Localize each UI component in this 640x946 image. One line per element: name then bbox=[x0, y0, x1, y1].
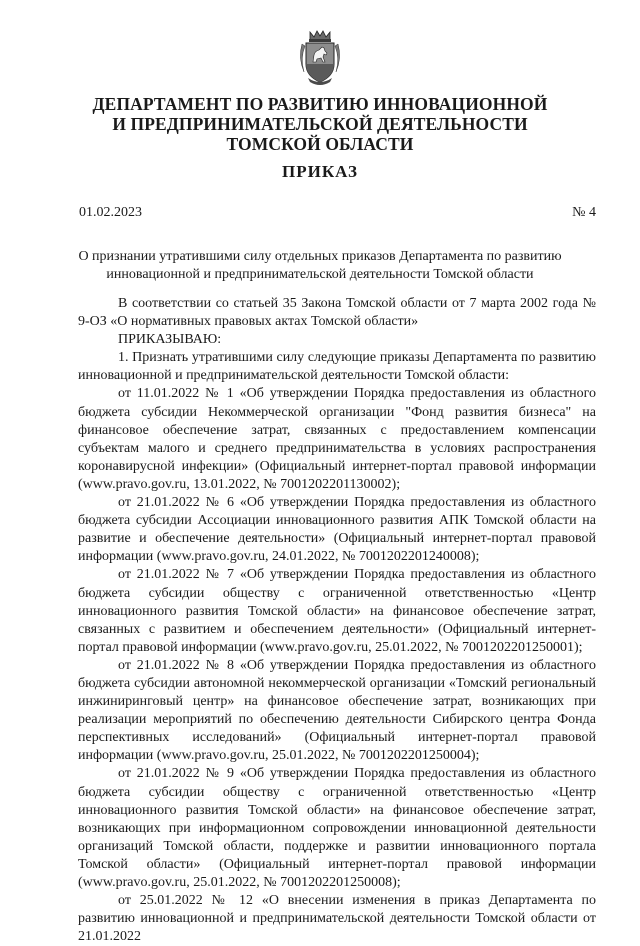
order-directive: ПРИКАЗЫВАЮ: bbox=[118, 332, 222, 348]
repealed-order-item: от 21.01.2022 № 9 «Об утверждении Порядка предоставления из областного бюджета субсидии обществу с ограниченной ответственностью «Центр инновационного развития Томской области» на финансовое обеспечение затрат, возникающих при информационном сопровождении инновационной деятельности организаций Томской области, поддержке и развитии инновационного портала Томской области» (Официальный интернет-портал правовой информации (www.pravo.gov.ru, 25.01.2022, № 7001202201250008); bbox=[78, 766, 596, 890]
coat-of-arms-icon bbox=[296, 28, 344, 86]
order-date: 01.02.2023 bbox=[79, 205, 142, 220]
order-number: № 4 bbox=[572, 205, 596, 220]
department-name-line-2: И ПРЕДПРИНИМАТЕЛЬСКОЙ ДЕЯТЕЛЬНОСТИ bbox=[112, 114, 528, 134]
subject-line-1: О признании утратившими силу отдельных приказов Департамента по развитию bbox=[78, 249, 562, 264]
clause-1-paragraph: 1. Признать утратившими силу следующие приказы Департамента по развитию инновационной и предпринимательской деятельности Томской области: bbox=[78, 350, 596, 384]
department-name-line-3: ТОМСКОЙ ОБЛАСТИ bbox=[226, 134, 414, 154]
repealed-order-item: от 21.01.2022 № 7 «Об утверждении Порядка предоставления из областного бюджета субсидии обществу с ограниченной ответственностью «Центр инновационного развития Томской области» на финансовое обеспечение затрат, связанных с развитием и обеспечением деятельности» (Официальный интернет-портал правовой информации (www.pravo.gov.ru, 25.01.2022, № 7001202201250001); bbox=[78, 567, 596, 655]
document-type-title: ПРИКАЗ bbox=[282, 162, 358, 181]
order-body bbox=[78, 295, 596, 946]
preamble-paragraph: В соответствии со статьей 35 Закона Томской области от 7 марта 2002 года № 9-ОЗ «О нормативных правовых актах Томской области» bbox=[78, 296, 596, 330]
subject-line-2: инновационной и предпринимательской деятельности Томской области bbox=[106, 267, 534, 282]
repealed-order-item: от 21.01.2022 № 8 «Об утверждении Порядка предоставления из областного бюджета субсидии автономной некоммерческой организации «Томский региональный инжиниринговый центр» на финансовое обеспечение затрат, возникающих при реализации мероприятий по обеспечению деятельности Сибирского центра Фонда перспективных исследований» (Официальный интернет-портал правовой информации (www.pravo.gov.ru, 25.01.2022, № 7001202201250004); bbox=[78, 657, 596, 764]
department-name-line-1: ДЕПАРТАМЕНТ ПО РАЗВИТИЮ ИННОВАЦИОННОЙ bbox=[92, 94, 548, 114]
repealed-order-item: от 25.01.2022 № 12 «О внесении изменения в приказ Департамента по развитию инновационной и предпринимательской деятельности Томской области от 21.01.2022 bbox=[78, 893, 596, 945]
repealed-order-item: от 21.01.2022 № 6 «Об утверждении Порядка предоставления из областного бюджета субсидии Ассоциации инновационного развития АПК Томской области на развитие и обеспечение деятельности» (Официальный интернет-портал правовой информации (www.pravo.gov.ru, 24.01.2022, № 7001202201240008); bbox=[78, 495, 596, 565]
repealed-order-item: от 11.01.2022 № 1 «Об утверждении Порядка предоставления из областного бюджета субсидии Некоммерческой организации "Фонд развития бизнеса" на финансовое обеспечение затрат, связанных с предоставлением компенсации субъектам малого и среднего предпринимательства в условиях распространения коронавирусной инфекции» (Официальный интернет-портал правовой информации (www.pravo.gov.ru, 13.01.2022, № 7001202201130002); bbox=[78, 386, 596, 492]
